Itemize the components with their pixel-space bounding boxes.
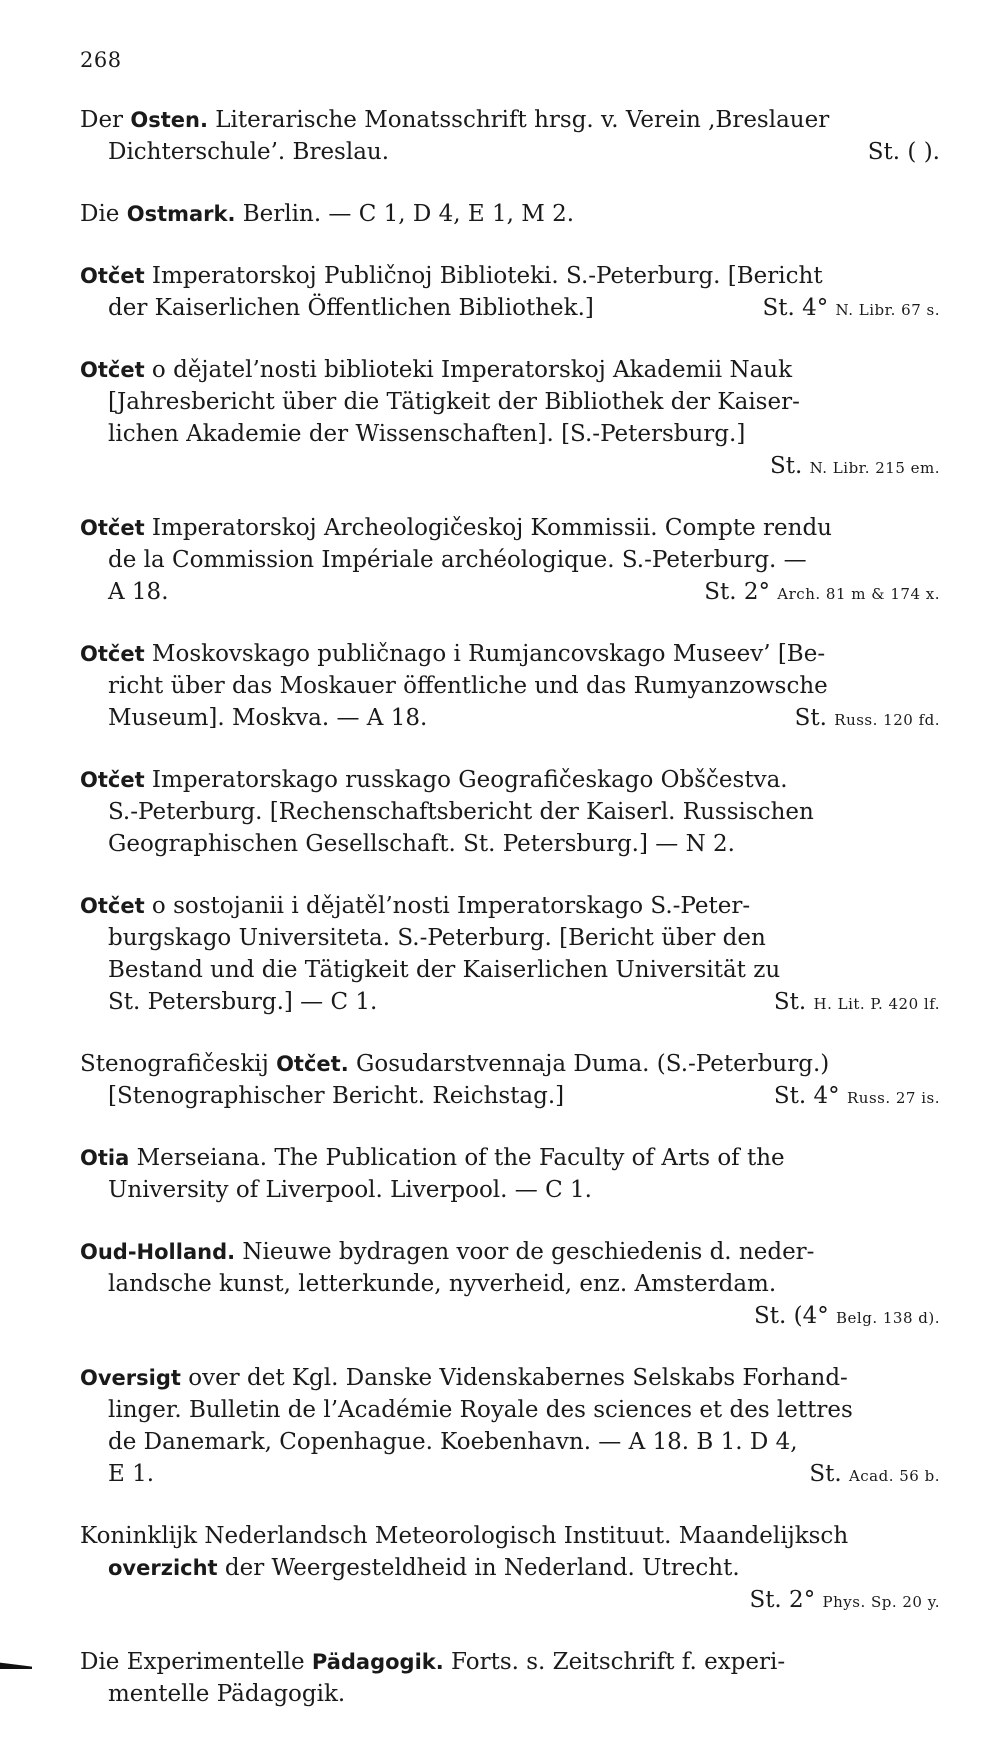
entry-line <box>80 198 940 230</box>
entry-line <box>80 1268 940 1300</box>
bibliography-entry <box>80 1048 940 1112</box>
entry-keyword: Otčet <box>80 642 145 666</box>
entry-keyword: Oversigt <box>80 1366 181 1390</box>
bibliography-entry <box>80 104 940 168</box>
entry-line <box>80 1048 940 1080</box>
shelf-number: Phys. Sp. 20 y. <box>822 1593 940 1611</box>
bibliography-entry <box>80 512 940 608</box>
entry-line <box>80 1300 940 1332</box>
entry-text: Stenografičeskij <box>80 1051 277 1077</box>
entry-text: Imperatorskoj Publičnoj Biblioteki. S.-Peterburg. [Bericht <box>144 263 823 289</box>
entry-text: Museum]. Moskva. — A 18. <box>108 705 428 731</box>
bibliography-entry <box>80 354 940 482</box>
entry-text: Berlin. — C 1, D 4, E 1, M 2. <box>235 201 575 227</box>
entry-text: over det Kgl. Danske Videnskabernes Selskabs Forhand- <box>180 1365 848 1391</box>
entry-keyword: Otčet. <box>276 1052 349 1076</box>
entry-text: o sostojanii i dějatěl’nosti Imperatorskago S.-Peter- <box>144 893 751 919</box>
shelf-mark: St. <box>809 1461 849 1487</box>
entry-text: Forts. s. Zeitschrift f. experi- <box>443 1649 786 1675</box>
shelf-number: N. Libr. 67 s. <box>835 301 940 319</box>
entry-line <box>80 450 940 482</box>
entry-keyword: overzicht <box>108 1556 218 1580</box>
entry-text: Imperatorskago russkago Geografičeskago Obščestva. <box>144 767 788 793</box>
entry-keyword: Otia <box>80 1146 130 1170</box>
entry-line <box>80 1174 940 1206</box>
entry-text: Nieuwe bydragen voor de geschiedenis d. neder- <box>235 1239 815 1265</box>
entry-text: [Stenographischer Bericht. Reichstag.] <box>108 1083 565 1109</box>
entry-text: Koninklijk Nederlandsch Meteorologisch Instituut. Maandelijksch <box>80 1523 849 1549</box>
entry-line <box>80 986 940 1018</box>
entry-line <box>80 386 940 418</box>
entry-line <box>80 1080 940 1112</box>
entry-keyword: Oud-Holland. <box>80 1240 236 1264</box>
entry-line <box>80 702 940 734</box>
shelf-number: Belg. 138 d). <box>836 1309 940 1327</box>
entry-line <box>80 104 940 136</box>
entry-text: der Weergesteldheid in Nederland. Utrecht. <box>217 1555 740 1581</box>
entry-line <box>80 1362 940 1394</box>
shelf-mark: St. (4° <box>753 1303 837 1329</box>
entry-text: de la Commission Impériale archéologique. S.-Peterburg. — <box>108 547 807 573</box>
entry-text: S.-Peterburg. [Rechenschaftsbericht der Kaiserl. Russischen <box>108 799 814 825</box>
entry-text: richt über das Moskauer öffentliche und das Rumyanzowsche <box>108 673 828 699</box>
entry-line <box>80 1394 940 1426</box>
entry-keyword: Osten. <box>130 108 208 132</box>
entry-line <box>80 292 940 324</box>
entry-line <box>80 354 940 386</box>
entry-keyword: Ostmark. <box>126 202 236 226</box>
entry-line <box>80 1458 940 1490</box>
entry-text: de Danemark, Copenhague. Koebenhavn. — A 18. B 1. D 4, <box>108 1429 798 1455</box>
shelf-reference <box>774 986 940 1020</box>
entry-text: landsche kunst, letterkunde, nyverheid, enz. Amsterdam. <box>108 1271 777 1297</box>
bibliography-entry <box>80 1142 940 1206</box>
entry-line <box>80 1142 940 1174</box>
entry-text: Geographischen Gesellschaft. St. Petersburg.] — N 2. <box>108 831 735 857</box>
entry-line <box>80 828 940 860</box>
shelf-mark: St. 4° <box>762 295 836 321</box>
bibliography-entry <box>80 1236 940 1332</box>
entry-text: A 18. <box>108 579 169 605</box>
shelf-reference <box>770 450 940 484</box>
shelf-mark: St. <box>794 705 835 731</box>
shelf-mark: St. <box>769 453 810 479</box>
entry-line <box>80 544 940 576</box>
shelf-mark: St. 2° <box>749 1587 823 1613</box>
entry-line <box>80 1520 940 1552</box>
entry-text: der Kaiserlichen Öffentlichen Bibliothek.] <box>108 295 594 321</box>
entry-text: o dějatel’nosti biblioteki Imperatorskoj Akademii Nauk <box>144 357 793 383</box>
entry-line <box>80 418 940 450</box>
entry-keyword: Otčet <box>80 358 145 382</box>
entry-text: E 1. <box>108 1461 155 1487</box>
entry-text: St. Petersburg.] — C 1. <box>108 989 378 1015</box>
entry-line <box>80 1646 940 1678</box>
entry-text: linger. Bulletin de l’Académie Royale des sciences et des lettres <box>108 1397 853 1423</box>
bibliography-entry <box>80 198 940 230</box>
entry-line <box>80 1426 940 1458</box>
shelf-mark: St. 4° <box>773 1083 847 1109</box>
shelf-mark: St. <box>773 989 814 1015</box>
entry-line <box>80 954 940 986</box>
entry-text: Merseiana. The Publication of the Faculty of Arts of the <box>129 1145 785 1171</box>
shelf-reference <box>704 576 940 610</box>
shelf-number: N. Libr. 215 em. <box>809 459 940 477</box>
entry-line <box>80 260 940 292</box>
entry-line <box>80 890 940 922</box>
entry-text: University of Liverpool. Liverpool. — C 1. <box>108 1177 592 1203</box>
bibliography-entry <box>80 260 940 324</box>
entry-keyword: Pädagogik. <box>311 1650 444 1674</box>
entry-line <box>80 638 940 670</box>
entry-line <box>80 1584 940 1616</box>
shelf-reference <box>762 292 940 326</box>
entry-line <box>80 576 940 608</box>
entry-text: Die Experimentelle <box>80 1649 312 1675</box>
entry-text: Gosudarstvennaja Duma. (S.-Peterburg.) <box>348 1051 830 1077</box>
entry-text: mentelle Pädagogik. <box>108 1681 346 1707</box>
entry-line <box>80 512 940 544</box>
shelf-reference <box>754 1300 940 1334</box>
bibliography-entries <box>80 104 940 1740</box>
shelf-reference <box>774 1080 940 1114</box>
entry-keyword: Otčet <box>80 264 145 288</box>
entry-keyword: Otčet <box>80 768 145 792</box>
shelf-reference <box>795 702 940 736</box>
entry-keyword: Otčet <box>80 516 145 540</box>
entry-text: Literarische Monatsschrift hrsg. v. Verein ,Breslauer <box>207 107 830 133</box>
bibliography-entry <box>80 638 940 734</box>
entry-text: Moskovskago publičnago i Rumjancovskago Museev’ [Be- <box>144 641 826 667</box>
entry-line <box>80 670 940 702</box>
entry-text: lichen Akademie der Wissenschaften]. [S.-Petersburg.] <box>108 421 746 447</box>
entry-text: Der <box>80 107 131 133</box>
entry-text: Dichterschule’. Breslau. <box>108 139 390 165</box>
scan-corner-mark <box>0 1661 32 1669</box>
shelf-number: Acad. 56 b. <box>848 1467 940 1485</box>
entry-keyword: Otčet <box>80 894 145 918</box>
entry-text: Bestand und die Tätigkeit der Kaiserlichen Universität zu <box>108 957 781 983</box>
entry-line <box>80 796 940 828</box>
entry-line <box>80 922 940 954</box>
shelf-number: Russ. 120 fd. <box>834 711 940 729</box>
shelf-number: Russ. 27 is. <box>846 1089 940 1107</box>
entry-text: [Jahresbericht über die Tätigkeit der Bibliothek der Kaiser- <box>108 389 800 415</box>
shelf-number: Arch. 81 m & 174 x. <box>777 585 940 603</box>
bibliography-entry <box>80 1646 940 1710</box>
shelf-reference <box>868 136 940 168</box>
shelf-mark: St. 2° <box>704 579 778 605</box>
entry-text: Die <box>80 201 127 227</box>
entry-line <box>80 136 940 168</box>
shelf-number: H. Lit. P. 420 lf. <box>813 995 940 1013</box>
entry-line <box>80 764 940 796</box>
shelf-reference <box>809 1458 940 1492</box>
shelf-reference <box>749 1584 940 1618</box>
shelf-mark: St. ( ). <box>867 139 940 165</box>
bibliography-entry <box>80 1362 940 1490</box>
bibliography-entry <box>80 1520 940 1616</box>
bibliography-entry <box>80 890 940 1018</box>
entry-line <box>80 1236 940 1268</box>
bibliography-entry <box>80 764 940 860</box>
entry-text: Imperatorskoj Archeologičeskoj Kommissii. Compte rendu <box>144 515 832 541</box>
entry-line <box>80 1552 940 1584</box>
entry-line <box>80 1678 940 1710</box>
page-number: 268 <box>80 48 122 72</box>
entry-text: burgskago Universiteta. S.-Peterburg. [Bericht über den <box>108 925 766 951</box>
